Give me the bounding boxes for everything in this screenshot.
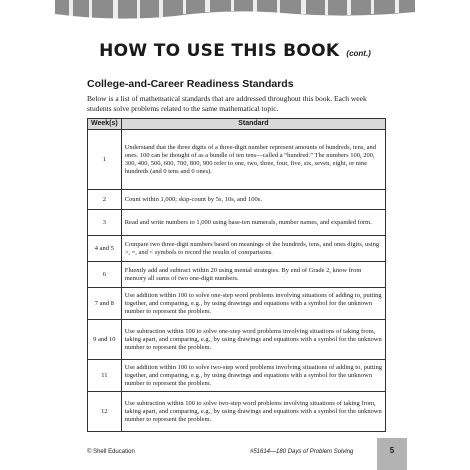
decorative-banner [55, 0, 415, 24]
column-header-weeks: Week(s) [88, 119, 122, 130]
standard-cell: Use addition within 100 to solve two-step word problems involving situations of adding to, putting together, and comparing, e.g., by using drawings and equations with a symbol for the unknown number to represent the problem. [121, 360, 385, 392]
table-row [88, 360, 386, 392]
standard-cell: Use addition within 100 to solve one-step word problems involving situations of adding to, putting together, and comparing, e.g., by using drawings and equations with a symbol for the unknown number to represent the problem. [121, 288, 385, 320]
page-number: 5 [389, 446, 395, 455]
week-cell: 2 [88, 190, 122, 210]
table-row [88, 210, 386, 236]
footer-copyright: © Shell Education [87, 449, 135, 455]
standard-cell: Fluently add and subtract within 20 using mental strategies. By end of Grade 2, know from memory all sums of two one-digit numbers. [121, 262, 385, 288]
standard-cell: Compare two three-digit numbers based on meanings of the hundreds, tens, and ones digits, using >, =, and < symbols to record the results of comparisons. [121, 236, 385, 262]
standard-cell: Understand that the three digits of a three-digit number represent amounts of hundreds, tens, and ones. 100 can be thought of as a bundle of ten tens—called a “hundred.” The numbers 100, 200, 300, 400, 500, 600, 700, 800, 900 refer to one, two, three, four, five, six, seven, eight, or nine hundreds (and 0 tens and 0 ones). [121, 130, 385, 190]
table-header-row [88, 119, 386, 130]
week-cell: 11 [88, 360, 122, 392]
footer-book-title: #51614—180 Days of Problem Solving [250, 449, 354, 455]
banner-graphic [55, 0, 415, 24]
week-cell: 4 and 5 [88, 236, 122, 262]
week-cell: 7 and 8 [88, 288, 122, 320]
standard-cell: Read and write numbers to 1,000 using base-ten numerals, number names, and expanded form. [121, 210, 385, 236]
standard-cell: Use subtraction within 100 to solve one-step word problems involving situations of taking from, taking apart, and comparing, e.g., by using drawings and equations with a symbol for the unknown number to represent the problem. [121, 320, 385, 360]
table-row [88, 130, 386, 190]
column-header-standard: Standard [121, 119, 385, 130]
page-title-text: HOW TO USE THIS BOOK [99, 41, 340, 61]
table-row [88, 288, 386, 320]
standard-cell: Count within 1,000; skip-count by 5s, 10s, and 100s. [121, 190, 385, 210]
page-title-suffix: (cont.) [346, 49, 371, 58]
standards-table [87, 118, 386, 432]
table-row [88, 262, 386, 288]
table-row [88, 320, 386, 360]
table-row [88, 190, 386, 210]
table-row [88, 236, 386, 262]
week-cell: 3 [88, 210, 122, 236]
week-cell: 12 [88, 392, 122, 432]
page-number-tab [377, 438, 407, 470]
section-heading: College-and-Career Readiness Standards [87, 78, 294, 90]
week-cell: 9 and 10 [88, 320, 122, 360]
standard-cell: Use subtraction within 100 to solve two-step word problems involving situations of taking from, taking apart, and comparing, e.g., by using drawings and equations with a symbol for the unknown number to represent the problem. [121, 392, 385, 432]
page-title [0, 41, 470, 61]
intro-paragraph: Below is a list of mathematical standards that are addressed throughout this book. Each week students solve problems related to the same mathematical topic. [87, 94, 367, 113]
table-row [88, 392, 386, 432]
week-cell: 1 [88, 130, 122, 190]
week-cell: 6 [88, 262, 122, 288]
